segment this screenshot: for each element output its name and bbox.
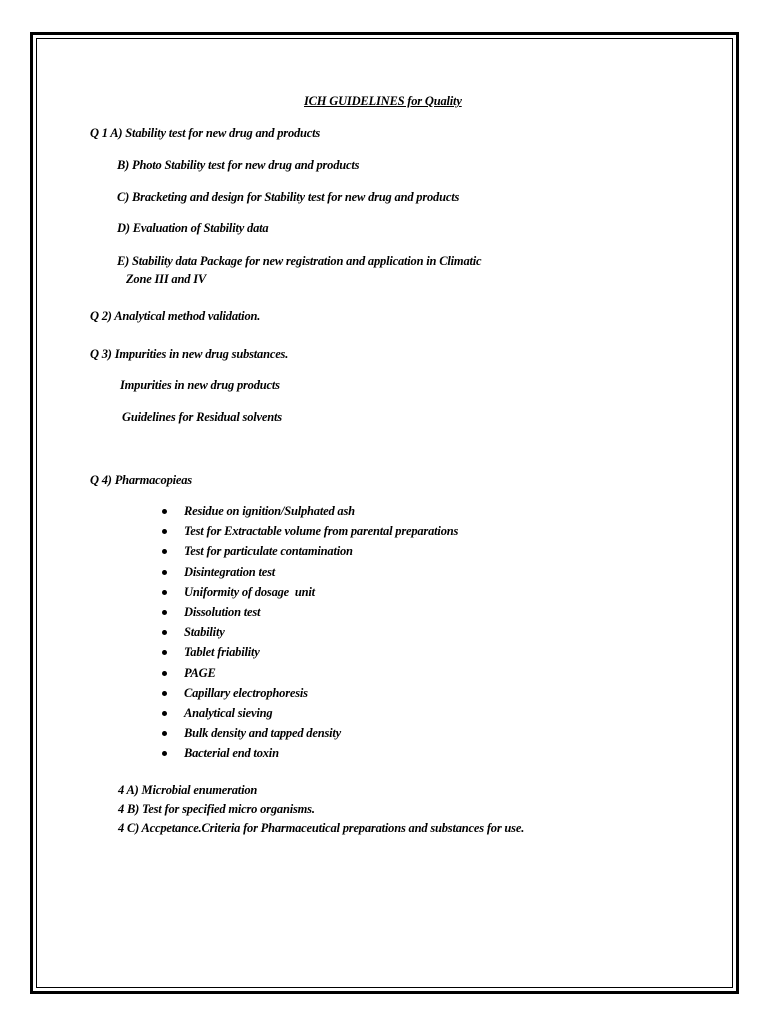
q4-c-acceptance-criteria: 4 C) Accpetance.Criteria for Pharmaceutical preparations and substances for use.: [118, 821, 525, 835]
q3-heading: Q 3) Impurities in new drug substances.: [90, 347, 289, 361]
q1-c-bracketing: C) Bracketing and design for Stability test for new drug and products: [117, 190, 460, 204]
bullet-icon: [162, 650, 167, 655]
bullet-icon: [162, 630, 167, 635]
q2-analytical-method: Q 2) Analytical method validation.: [90, 309, 261, 323]
bullet-icon: [162, 570, 167, 575]
q1-d-evaluation: D) Evaluation of Stability data: [117, 221, 269, 235]
bullet-icon: [162, 691, 167, 696]
list-item: Bulk density and tapped density: [160, 726, 458, 746]
bullet-icon: [162, 671, 167, 676]
list-item: Test for Extractable volume from parental preparations: [160, 524, 458, 544]
q4-b-micro-organisms: 4 B) Test for specified micro organisms.: [118, 802, 315, 816]
list-item: Disintegration test: [160, 565, 458, 585]
document-title: ICH GUIDELINES for Quality: [304, 94, 462, 108]
bullet-icon: [162, 751, 167, 756]
pharmacopieas-list: [160, 504, 458, 766]
list-item: Bacterial end toxin: [160, 746, 458, 766]
bullet-icon: [162, 590, 167, 595]
q1-e-zone: Zone III and IV: [126, 272, 207, 286]
list-item: Stability: [160, 625, 458, 645]
bullet-icon: [162, 731, 167, 736]
bullet-icon: [162, 509, 167, 514]
list-item: PAGE: [160, 666, 458, 686]
bullet-icon: [162, 610, 167, 615]
list-item: Tablet friability: [160, 645, 458, 665]
q1-a-stability-test: Q 1 A) Stability test for new drug and products: [90, 126, 321, 140]
bullet-icon: [162, 529, 167, 534]
q1-e-stability-package: E) Stability data Package for new registration and application in Climatic: [117, 254, 482, 268]
q3-impurities-products: Impurities in new drug products: [120, 378, 280, 392]
list-item: Analytical sieving: [160, 706, 458, 726]
list-item: Uniformity of dosage unit: [160, 585, 458, 605]
q1-b-photo-stability: B) Photo Stability test for new drug and products: [117, 158, 360, 172]
list-item: Dissolution test: [160, 605, 458, 625]
list-item: Test for particulate contamination: [160, 544, 458, 564]
list-item: Residue on ignition/Sulphated ash: [160, 504, 458, 524]
q3-residual-solvents: Guidelines for Residual solvents: [122, 410, 282, 424]
bullet-icon: [162, 549, 167, 554]
q4-heading: Q 4) Pharmacopieas: [90, 473, 192, 487]
bullet-icon: [162, 711, 167, 716]
list-item: Capillary electrophoresis: [160, 686, 458, 706]
q4-a-microbial: 4 A) Microbial enumeration: [118, 783, 258, 797]
